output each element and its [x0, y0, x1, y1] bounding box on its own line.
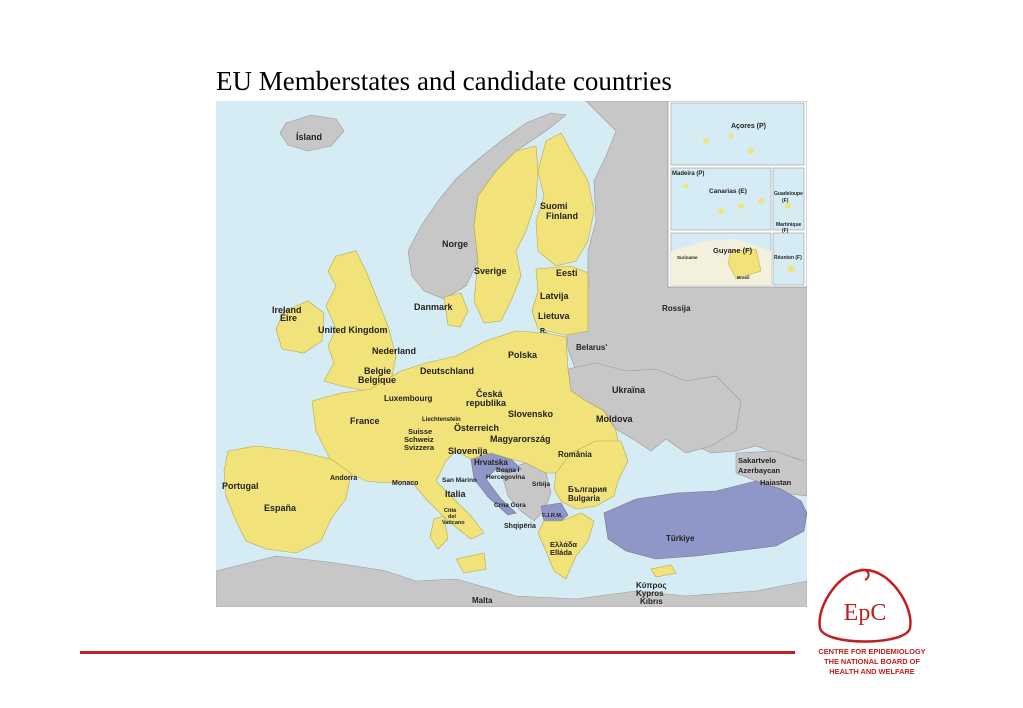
label-acores: Açores (P)	[731, 123, 767, 130]
label-san-marino: San Marino	[442, 477, 478, 484]
label-bulgaria: Bulgaria	[568, 494, 601, 503]
label-haiastan: Haiastan	[760, 478, 792, 487]
label-ireland: Ireland	[272, 305, 302, 315]
label-kypros: Kypros	[636, 589, 664, 598]
label-suriname: Suriname	[677, 255, 698, 260]
label-luxembourg: Luxembourg	[384, 394, 433, 403]
label-portugal: Portugal	[222, 481, 259, 491]
label-sverige: Sverige	[474, 266, 507, 276]
label-martinique-f: (F)	[782, 228, 789, 234]
label-slovenija: Slovenija	[448, 446, 488, 456]
logo-line-2: THE NATIONAL BOARD OF	[824, 657, 920, 666]
label-united-kingdom: United Kingdom	[318, 325, 388, 335]
label-hercegovina: Hercegovina	[486, 474, 526, 481]
label-canarias: Canarias (E)	[709, 188, 747, 195]
label-russia-kaliningrad: R.	[540, 328, 547, 335]
label-monaco: Monaco	[392, 480, 419, 487]
label-island: Ísland	[296, 132, 323, 142]
label-brasil: Brasil	[737, 275, 750, 280]
label-norge: Norge	[442, 239, 469, 249]
label-republika: republika	[466, 398, 507, 408]
label-fyrom: F.J.R.M.	[542, 513, 563, 519]
label-citta: Città	[444, 508, 457, 514]
label-belarus: Belarus'	[576, 343, 608, 352]
label-belgique: Belgique	[358, 375, 397, 385]
label-turkiye: Türkiye	[666, 534, 695, 543]
label-osterreich: Österreich	[454, 423, 500, 433]
label-slovensko: Slovensko	[508, 409, 554, 419]
label-ceska: Česká	[476, 389, 503, 399]
label-rossija: Rossija	[662, 304, 691, 313]
label-martinique: Martinique	[776, 222, 802, 228]
label-madeira: Madeira (P)	[672, 171, 705, 177]
footer-divider	[80, 651, 795, 654]
label-balgariya: България	[568, 485, 607, 494]
label-del: del	[448, 514, 456, 520]
label-italia: Italia	[445, 489, 466, 499]
label-nederland: Nederland	[372, 346, 417, 356]
label-vaticano: Vaticano	[442, 520, 465, 526]
label-svizzera: Svizzera	[404, 443, 435, 452]
label-shqiperia: Shqipëria	[504, 523, 536, 530]
label-hrvatska: Hrvatska	[474, 458, 508, 467]
logo-line-1: CENTRE FOR EPIDEMIOLOGY	[818, 647, 926, 656]
label-guyane: Guyane (F)	[713, 246, 753, 255]
label-eesti: Eesti	[556, 268, 578, 278]
label-ellada: Elláda	[550, 548, 573, 557]
label-liechtenstein: Liechtenstein	[422, 417, 461, 423]
europe-map	[216, 101, 807, 607]
label-kypros-greek: Κύπρος	[636, 581, 667, 590]
label-sakartvelo: Sakartvelo	[738, 456, 776, 465]
label-srbija: Srbija	[532, 481, 551, 488]
label-france: France	[350, 416, 380, 426]
label-guadeloupe-f: (F)	[782, 198, 789, 204]
label-guadeloupe: Guadeloupe	[774, 191, 803, 197]
label-andorra: Andorra	[330, 475, 358, 482]
label-danmark: Danmark	[414, 302, 453, 312]
label-moldova: Moldova	[596, 414, 633, 424]
label-schweiz: Schweiz	[404, 435, 434, 444]
label-kibris: Kıbrıs	[640, 597, 663, 606]
label-ellada-greek: Ελλάδα	[550, 540, 578, 549]
label-malta: Malta	[472, 596, 493, 605]
label-romania: România	[558, 450, 592, 459]
label-polska: Polska	[508, 350, 538, 360]
label-deutschland: Deutschland	[420, 366, 475, 376]
logo-line-3: HEALTH AND WELFARE	[829, 667, 915, 676]
page-title: EU Memberstates and candidate countries	[216, 66, 672, 96]
label-lietuva: Lietuva	[538, 311, 570, 321]
label-belgie: Belgie	[364, 366, 392, 376]
label-finland: Finland	[546, 211, 578, 221]
label-reunion: Réunion (F)	[774, 255, 802, 261]
epc-logo	[810, 566, 920, 646]
label-bosna: Bosna i	[496, 467, 520, 474]
label-azerbaycan: Azerbaycan	[738, 466, 781, 475]
label-suomi: Suomi	[540, 201, 568, 211]
label-espana: España	[264, 503, 297, 513]
logo-mark: EpC	[843, 600, 887, 626]
label-crna-gora: Crna Gora	[494, 502, 526, 509]
label-latvija: Latvija	[540, 291, 569, 301]
label-eire: Éire	[280, 313, 298, 323]
map-svg	[216, 101, 807, 607]
label-magyarorszag: Magyarország	[490, 434, 551, 444]
label-ukraina: Ukraïna	[612, 385, 646, 395]
label-suisse: Suisse	[408, 427, 433, 436]
